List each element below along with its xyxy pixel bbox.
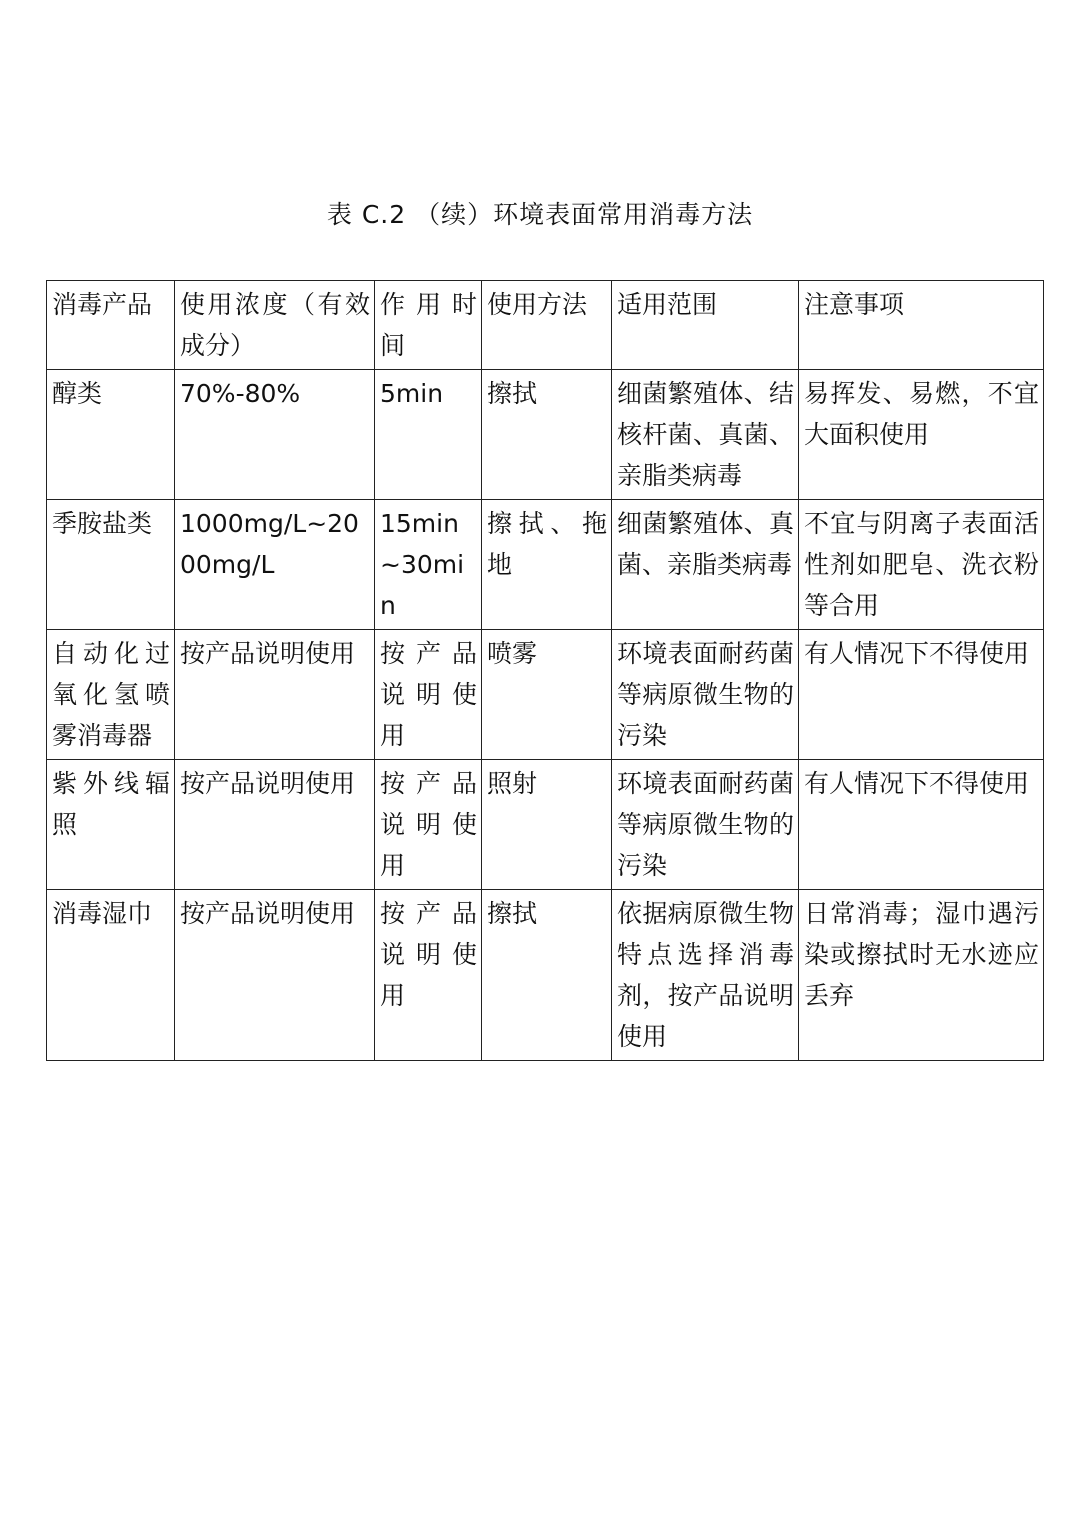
header-cell: 使用浓度（有效成分） (175, 281, 375, 370)
table-row (47, 630, 1044, 760)
table-cell: 按产品说明使用 (175, 760, 375, 890)
table-cell: 季胺盐类 (47, 500, 175, 630)
table-cell: 按产品说明使用 (375, 630, 482, 760)
table-cell: 按产品说明使用 (175, 630, 375, 760)
header-cell: 消毒产品 (47, 281, 175, 370)
table-cell: 擦拭、拖地 (482, 500, 612, 630)
table-cell: 有人情况下不得使用 (799, 630, 1044, 760)
table-cell: 醇类 (47, 370, 175, 500)
header-cell: 作 用 时间 (375, 281, 482, 370)
table-cell: 擦拭 (482, 370, 612, 500)
table-cell: 依据病原微生物特点选择消毒剂，按产品说明使用 (612, 890, 799, 1061)
table-cell: 环境表面耐药菌等病原微生物的污染 (612, 760, 799, 890)
disinfection-methods-table (46, 280, 1044, 1061)
table-row (47, 890, 1044, 1061)
table-cell: 自动化过氧化氢喷雾消毒器 (47, 630, 175, 760)
table-cell: 细菌繁殖体、真菌、亲脂类病毒 (612, 500, 799, 630)
table-cell: 日常消毒；湿巾遇污染或擦拭时无水迹应丢弃 (799, 890, 1044, 1061)
table-header-row (47, 281, 1044, 370)
table-cell: 1000mg/L~2000mg/L (175, 500, 375, 630)
table-cell: 按产品说明使用 (175, 890, 375, 1061)
table-cell: 紫外线辐照 (47, 760, 175, 890)
table-cell: 环境表面耐药菌等病原微生物的污染 (612, 630, 799, 760)
table-cell: 易挥发、易燃，不宜大面积使用 (799, 370, 1044, 500)
header-cell: 使用方法 (482, 281, 612, 370)
table-cell: 按产品说明使用 (375, 760, 482, 890)
table-cell: 有人情况下不得使用 (799, 760, 1044, 890)
table-cell: 15min~30min (375, 500, 482, 630)
table-row (47, 760, 1044, 890)
table-cell: 消毒湿巾 (47, 890, 175, 1061)
table-row (47, 370, 1044, 500)
table-cell: 擦拭 (482, 890, 612, 1061)
table-cell: 喷雾 (482, 630, 612, 760)
table-cell: 细菌繁殖体、结核杆菌、真菌、亲脂类病毒 (612, 370, 799, 500)
table-cell: 照射 (482, 760, 612, 890)
table-cell: 按产品说明使用 (375, 890, 482, 1061)
table-row (47, 500, 1044, 630)
header-cell: 适用范围 (612, 281, 799, 370)
table-cell: 不宜与阴离子表面活性剂如肥皂、洗衣粉等合用 (799, 500, 1044, 630)
table-caption: 表 C.2 （续）环境表面常用消毒方法 (326, 200, 754, 229)
header-cell: 注意事项 (799, 281, 1044, 370)
table-cell: 5min (375, 370, 482, 500)
table-cell: 70%-80% (175, 370, 375, 500)
